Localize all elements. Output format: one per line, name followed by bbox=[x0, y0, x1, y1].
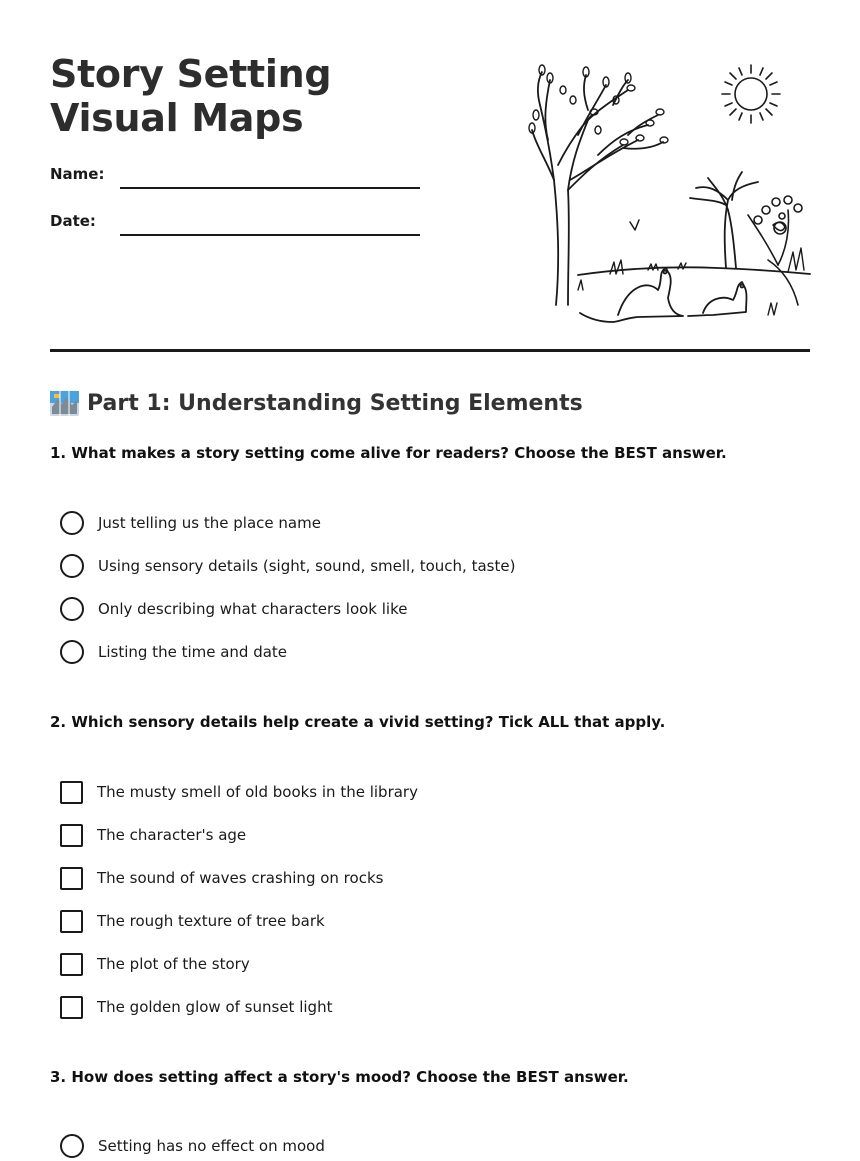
bird-icon bbox=[630, 220, 639, 230]
gum-tree-icon bbox=[532, 72, 663, 305]
question-2: 2. Which sensory details help create a vivid setting? Tick ALL that apply. bbox=[50, 713, 666, 731]
kangaroo-icon bbox=[580, 268, 683, 322]
name-field[interactable] bbox=[50, 165, 420, 189]
checkbox[interactable] bbox=[60, 996, 83, 1019]
wattle-tree-icon bbox=[748, 196, 802, 305]
bare-tree-icon bbox=[690, 172, 758, 268]
date-line[interactable] bbox=[120, 234, 420, 236]
option-label: The musty smell of old books in the library bbox=[97, 783, 418, 801]
section-title: Part 1: Understanding Setting Elements bbox=[87, 390, 583, 416]
page-title: Story Setting Visual Maps bbox=[50, 52, 332, 140]
sun-icon bbox=[722, 65, 780, 123]
radio-button[interactable] bbox=[60, 554, 84, 578]
q2-option-4[interactable] bbox=[60, 908, 325, 934]
radio-button[interactable] bbox=[60, 1134, 84, 1158]
ground-line bbox=[578, 267, 810, 275]
option-label: Only describing what characters look like bbox=[98, 600, 408, 618]
option-label: The rough texture of tree bark bbox=[97, 912, 325, 930]
q3-option-1[interactable] bbox=[60, 1133, 325, 1159]
checkbox[interactable] bbox=[60, 824, 83, 847]
worksheet-page bbox=[50, 0, 810, 1161]
q1-option-2[interactable] bbox=[60, 553, 515, 579]
radio-button[interactable] bbox=[60, 597, 84, 621]
name-line[interactable] bbox=[120, 187, 420, 189]
wallaby-icon bbox=[688, 282, 747, 316]
option-label: Setting has no effect on mood bbox=[98, 1137, 325, 1155]
option-label: The character's age bbox=[97, 826, 247, 844]
name-label: Name: bbox=[50, 165, 105, 183]
question-3: 3. How does setting affect a story's mood? Choose the BEST answer. bbox=[50, 1068, 629, 1086]
gum-leaves bbox=[529, 65, 668, 145]
checkbox[interactable] bbox=[60, 910, 83, 933]
option-label: The sound of waves crashing on rocks bbox=[97, 869, 384, 887]
checkbox[interactable] bbox=[60, 953, 83, 976]
q1-option-1[interactable] bbox=[60, 510, 321, 536]
map-icon bbox=[50, 391, 79, 416]
radio-button[interactable] bbox=[60, 640, 84, 664]
q1-option-3[interactable] bbox=[60, 596, 407, 622]
q1-option-4[interactable] bbox=[60, 639, 287, 665]
q2-option-2[interactable] bbox=[60, 822, 246, 848]
section-heading-part-1 bbox=[50, 388, 583, 418]
option-label: Listing the time and date bbox=[98, 643, 288, 661]
grass-tufts bbox=[578, 248, 804, 315]
q2-option-1[interactable] bbox=[60, 779, 418, 805]
question-1: 1. What makes a story setting come alive for readers? Choose the BEST answer. bbox=[50, 444, 727, 462]
option-label: The golden glow of sunset light bbox=[97, 998, 333, 1016]
checkbox[interactable] bbox=[60, 867, 83, 890]
q2-option-3[interactable] bbox=[60, 865, 383, 891]
q2-option-6[interactable] bbox=[60, 994, 332, 1020]
option-label: Just telling us the place name bbox=[98, 514, 321, 532]
worksheet-header bbox=[50, 0, 810, 352]
checkbox[interactable] bbox=[60, 781, 83, 804]
outback-scene-illustration bbox=[528, 60, 813, 325]
radio-button[interactable] bbox=[60, 511, 84, 535]
option-label: The plot of the story bbox=[97, 955, 250, 973]
date-field[interactable] bbox=[50, 212, 420, 236]
q2-option-5[interactable] bbox=[60, 951, 250, 977]
date-label: Date: bbox=[50, 212, 96, 230]
option-label: Using sensory details (sight, sound, smell, touch, taste) bbox=[98, 557, 516, 575]
